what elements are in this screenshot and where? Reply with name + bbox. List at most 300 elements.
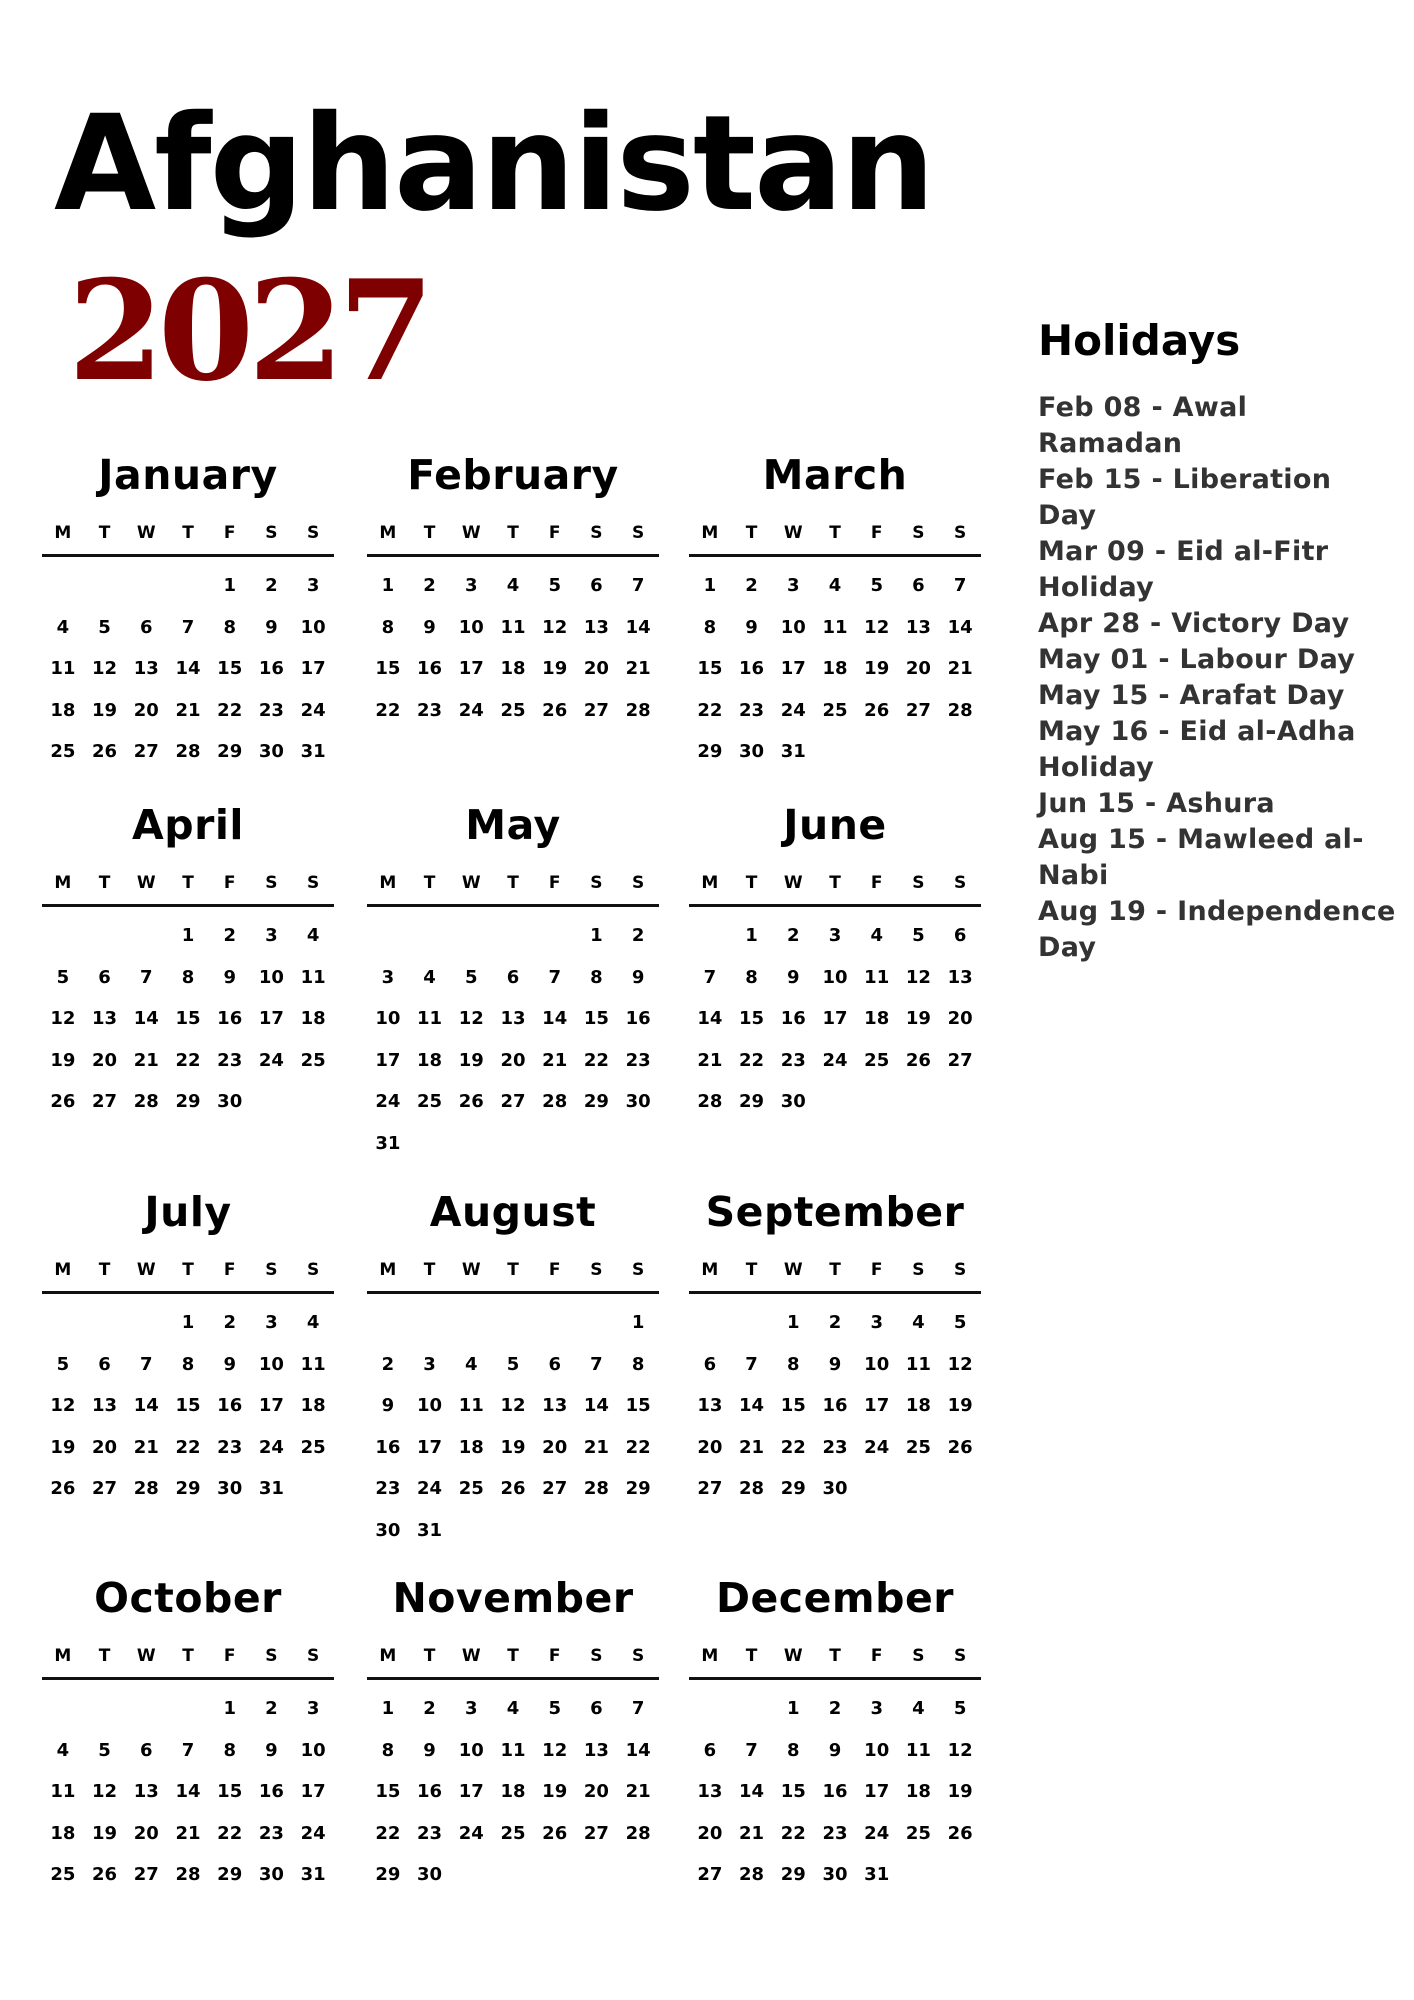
empty-cell [84, 1688, 126, 1730]
day-cell: 24 [864, 1436, 890, 1458]
day-cell: 19 [500, 1436, 526, 1458]
day-cell: 19 [947, 1395, 973, 1416]
day-cell: 18 [822, 658, 848, 679]
day-cell: 29 [625, 1478, 651, 1499]
month-name: January [98, 451, 278, 499]
day-cell: 11 [822, 616, 848, 638]
month-september [689, 1187, 981, 1510]
weekday-label: T [182, 1646, 194, 1666]
day-cell: 23 [375, 1478, 401, 1499]
day-cell: 27 [697, 1478, 723, 1499]
day-cell: 29 [217, 1864, 243, 1885]
weekday-label: M [701, 1260, 719, 1280]
day-cell: 10 [780, 616, 806, 638]
day-cell: 14 [625, 616, 651, 638]
day-cell: 27 [542, 1478, 568, 1499]
day-cell: 31 [864, 1864, 890, 1885]
day-cell: 12 [947, 1739, 973, 1761]
day-cell: 13 [583, 1739, 609, 1761]
weekday-label: F [870, 1260, 883, 1280]
day-cell: 14 [739, 1395, 765, 1416]
empty-cell [42, 1688, 84, 1730]
day-cell: 15 [375, 1781, 401, 1802]
weekday-label: F [870, 1646, 883, 1666]
day-cell: 6 [140, 1739, 153, 1761]
weekday-label: S [307, 523, 320, 543]
day-cell: 10 [300, 1739, 326, 1761]
holiday-item: Apr 28 - Victory Day [1038, 608, 1350, 640]
day-cell: 26 [947, 1436, 973, 1458]
empty-cell [689, 1688, 731, 1730]
day-cell: 18 [50, 699, 76, 721]
day-cell: 11 [905, 1353, 931, 1375]
day-cell: 25 [50, 741, 76, 762]
weekday-label: T [182, 873, 194, 893]
day-cell: 15 [375, 658, 401, 679]
day-grid [367, 915, 659, 1164]
day-cell: 7 [703, 966, 717, 988]
day-cell: 12 [92, 658, 118, 679]
weekday-label: S [912, 1646, 925, 1666]
empty-cell [450, 915, 492, 957]
day-cell: 11 [50, 658, 76, 679]
day-cell: 8 [181, 1353, 195, 1375]
month-august [367, 1187, 659, 1551]
day-cell: 2 [745, 575, 758, 596]
day-cell: 20 [92, 1049, 118, 1071]
day-cell: 9 [223, 966, 236, 988]
day-cell: 19 [947, 1781, 973, 1802]
empty-cell [731, 1302, 773, 1344]
weekday-label: W [783, 523, 803, 543]
day-cell: 4 [423, 966, 436, 988]
holiday-item: Aug 19 - Independence Day [1038, 896, 1396, 964]
day-cell: 20 [947, 1008, 973, 1029]
day-cell: 24 [375, 1091, 401, 1112]
day-cell: 8 [381, 1739, 395, 1761]
weekday-label: S [265, 1260, 278, 1280]
weekday-label: F [870, 523, 883, 543]
weekday-label: S [954, 523, 967, 543]
day-cell: 20 [583, 658, 609, 679]
empty-cell [125, 1302, 167, 1344]
weekday-label: W [461, 1260, 481, 1280]
month-name: December [715, 1574, 955, 1622]
day-cell: 18 [458, 1436, 484, 1458]
day-cell: 27 [92, 1091, 118, 1112]
empty-cell [731, 1688, 773, 1730]
day-cell: 27 [92, 1478, 118, 1499]
month-july [42, 1187, 334, 1510]
holiday-item: Feb 08 - Awal Ramadan [1038, 392, 1248, 460]
day-cell: 24 [258, 1049, 284, 1071]
day-grid [42, 915, 334, 1123]
day-cell: 7 [140, 1353, 153, 1375]
day-cell: 16 [417, 658, 443, 679]
day-cell: 28 [175, 1864, 201, 1885]
day-cell: 28 [133, 1091, 159, 1112]
empty-cell [689, 1302, 731, 1344]
day-cell: 13 [697, 1781, 723, 1802]
day-cell: 15 [739, 1008, 765, 1029]
day-cell: 26 [92, 1864, 118, 1885]
day-cell: 18 [905, 1781, 931, 1802]
day-cell: 6 [953, 925, 967, 946]
day-cell: 27 [133, 1864, 159, 1885]
day-cell: 24 [300, 1822, 326, 1844]
day-cell: 29 [175, 1478, 201, 1499]
day-cell: 9 [631, 966, 645, 988]
day-cell: 13 [905, 616, 931, 638]
day-cell: 21 [175, 699, 201, 721]
day-cell: 8 [590, 966, 603, 988]
weekday-header [42, 522, 334, 544]
day-cell: 10 [822, 966, 848, 988]
day-cell: 22 [175, 1436, 201, 1458]
weekday-header [367, 872, 659, 894]
day-cell: 30 [258, 741, 284, 762]
day-cell: 23 [739, 699, 765, 721]
day-cell: 27 [905, 699, 931, 721]
day-cell: 25 [458, 1478, 484, 1499]
day-cell: 17 [458, 1781, 484, 1802]
day-cell: 26 [864, 699, 890, 721]
day-cell: 3 [423, 1353, 436, 1375]
day-cell: 9 [787, 966, 800, 988]
day-cell: 19 [92, 699, 118, 721]
day-cell: 14 [625, 1739, 651, 1761]
day-cell: 22 [217, 699, 243, 721]
weekday-label: T [182, 523, 194, 543]
day-cell: 28 [739, 1864, 765, 1885]
day-cell: 17 [822, 1008, 848, 1029]
empty-cell [84, 915, 126, 957]
weekday-label: T [829, 1260, 841, 1280]
day-cell: 9 [223, 1353, 236, 1375]
divider [689, 1677, 981, 1680]
day-cell: 14 [175, 658, 201, 679]
empty-cell [167, 565, 209, 607]
weekday-label: S [632, 873, 645, 893]
day-cell: 20 [905, 658, 931, 679]
day-cell: 23 [625, 1049, 651, 1071]
weekday-label: F [223, 523, 236, 543]
day-cell: 18 [864, 1008, 890, 1029]
day-cell: 24 [822, 1049, 848, 1071]
day-cell: 29 [780, 1864, 806, 1885]
day-cell: 20 [500, 1049, 526, 1071]
empty-cell [492, 1302, 534, 1344]
day-cell: 14 [739, 1781, 765, 1802]
weekday-label: M [54, 1646, 72, 1666]
day-cell: 12 [92, 1781, 118, 1802]
day-cell: 13 [133, 1781, 159, 1802]
day-cell: 23 [417, 699, 443, 721]
day-cell: 10 [258, 966, 284, 988]
day-cell: 17 [864, 1395, 890, 1416]
weekday-label: F [548, 1260, 561, 1280]
day-cell: 6 [140, 616, 153, 638]
day-cell: 27 [583, 699, 609, 721]
month-january [42, 450, 334, 773]
day-cell: 31 [780, 741, 806, 762]
holiday-item: May 01 - Labour Day [1038, 644, 1356, 676]
divider [689, 904, 981, 907]
day-cell: 25 [822, 699, 848, 721]
day-cell: 24 [258, 1436, 284, 1458]
day-cell: 30 [417, 1864, 443, 1885]
day-cell: 18 [300, 1008, 326, 1029]
weekday-label: F [548, 873, 561, 893]
month-october [42, 1573, 334, 1896]
day-cell: 24 [458, 1822, 484, 1844]
day-cell: 10 [417, 1395, 443, 1416]
day-cell: 2 [787, 925, 800, 946]
year-label: 2027 [68, 249, 429, 412]
empty-cell [367, 915, 409, 957]
day-cell: 7 [745, 1739, 758, 1761]
empty-cell [42, 915, 84, 957]
day-cell: 21 [542, 1049, 568, 1071]
day-cell: 16 [258, 658, 284, 679]
day-cell: 21 [947, 658, 973, 679]
empty-cell [492, 915, 534, 957]
weekday-label: T [507, 1260, 519, 1280]
month-name: March [762, 451, 908, 499]
day-cell: 4 [506, 1698, 520, 1719]
day-cell: 16 [375, 1436, 401, 1458]
day-cell: 5 [870, 575, 883, 596]
day-cell: 15 [217, 658, 243, 679]
day-cell: 30 [739, 741, 765, 762]
day-cell: 4 [465, 1353, 478, 1375]
empty-cell [576, 1302, 618, 1344]
day-cell: 16 [625, 1008, 651, 1029]
day-cell: 10 [258, 1353, 284, 1375]
day-grid [689, 1688, 981, 1896]
day-cell: 22 [175, 1049, 201, 1071]
day-cell: 21 [175, 1822, 201, 1844]
day-cell: 15 [175, 1008, 201, 1029]
day-cell: 23 [417, 1822, 443, 1844]
holiday-item: Jun 15 - Ashura [1038, 788, 1275, 820]
day-cell: 17 [417, 1436, 443, 1458]
month-name: April [132, 801, 244, 849]
day-cell: 20 [697, 1822, 723, 1844]
weekday-label: S [954, 1260, 967, 1280]
day-cell: 16 [739, 658, 765, 679]
day-cell: 8 [631, 1353, 645, 1375]
day-cell: 10 [375, 1008, 401, 1029]
day-cell: 6 [548, 1353, 561, 1375]
day-cell: 21 [739, 1822, 765, 1844]
month-june [689, 800, 981, 1123]
empty-cell [42, 565, 84, 607]
day-cell: 15 [625, 1395, 651, 1416]
day-cell: 13 [583, 616, 609, 638]
day-cell: 11 [50, 1781, 76, 1802]
day-cell: 11 [300, 1353, 326, 1375]
day-cell: 10 [864, 1739, 890, 1761]
divider [689, 1291, 981, 1294]
day-cell: 4 [506, 575, 520, 596]
day-cell: 15 [780, 1781, 806, 1802]
day-cell: 4 [56, 1739, 70, 1761]
weekday-header [42, 872, 334, 894]
empty-cell [534, 1302, 576, 1344]
day-cell: 26 [947, 1822, 973, 1844]
day-cell: 19 [458, 1049, 484, 1071]
day-cell: 29 [217, 741, 243, 762]
day-cell: 2 [223, 1312, 236, 1333]
day-cell: 1 [223, 1698, 236, 1719]
weekday-label: W [136, 1646, 156, 1666]
day-cell: 24 [780, 699, 806, 721]
day-cell: 26 [50, 1478, 76, 1499]
day-cell: 18 [417, 1049, 443, 1071]
day-grid [689, 1302, 981, 1510]
weekday-header [367, 1645, 659, 1667]
day-cell: 30 [822, 1864, 848, 1885]
day-cell: 5 [953, 1312, 967, 1333]
holidays-panel [1038, 318, 1398, 966]
day-cell: 30 [822, 1478, 848, 1499]
weekday-label: W [136, 873, 156, 893]
day-cell: 9 [745, 616, 758, 638]
month-name: July [144, 1188, 232, 1236]
day-cell: 23 [217, 1049, 243, 1071]
month-name: June [783, 801, 887, 849]
day-cell: 3 [870, 1698, 883, 1719]
day-cell: 11 [864, 966, 890, 988]
empty-cell [125, 1688, 167, 1730]
day-cell: 8 [745, 966, 758, 988]
day-cell: 14 [697, 1008, 723, 1029]
day-cell: 25 [864, 1049, 890, 1071]
weekday-label: S [912, 1260, 925, 1280]
day-cell: 24 [864, 1822, 890, 1844]
day-cell: 1 [181, 925, 195, 946]
day-cell: 9 [265, 1739, 278, 1761]
day-cell: 2 [631, 925, 645, 946]
weekday-label: T [745, 523, 758, 543]
day-cell: 15 [697, 658, 723, 679]
day-cell: 4 [912, 1698, 925, 1719]
day-cell: 10 [300, 616, 326, 638]
day-cell: 4 [306, 1312, 320, 1333]
day-cell: 17 [458, 658, 484, 679]
month-name: October [94, 1574, 282, 1622]
day-cell: 16 [780, 1008, 806, 1029]
day-grid [42, 1688, 334, 1896]
divider [42, 1291, 334, 1294]
day-cell: 7 [953, 575, 967, 596]
day-cell: 6 [98, 966, 111, 988]
day-grid [689, 565, 981, 773]
day-cell: 8 [181, 966, 195, 988]
day-cell: 6 [590, 575, 603, 596]
day-cell: 25 [300, 1436, 326, 1458]
weekday-header [689, 872, 981, 894]
day-cell: 1 [703, 575, 717, 596]
day-cell: 4 [56, 616, 70, 638]
day-cell: 9 [828, 1739, 842, 1761]
day-cell: 14 [947, 616, 973, 638]
day-cell: 10 [864, 1353, 890, 1375]
day-cell: 29 [175, 1091, 201, 1112]
weekday-header [689, 1259, 981, 1281]
weekday-label: W [461, 1646, 481, 1666]
weekday-label: S [912, 873, 925, 893]
day-cell: 19 [542, 658, 568, 679]
day-cell: 22 [780, 1822, 806, 1844]
empty-cell [167, 1688, 209, 1730]
day-cell: 13 [133, 658, 159, 679]
weekday-label: T [507, 523, 519, 543]
weekday-label: S [632, 523, 645, 543]
day-cell: 8 [787, 1353, 800, 1375]
day-cell: 22 [697, 699, 723, 721]
day-cell: 31 [258, 1478, 284, 1499]
day-cell: 29 [583, 1091, 609, 1112]
empty-cell [367, 1302, 409, 1344]
weekday-label: T [423, 1646, 436, 1666]
day-cell: 3 [381, 966, 395, 988]
day-cell: 7 [548, 966, 561, 988]
day-cell: 6 [98, 1353, 111, 1375]
page-title: Afghanistan [54, 87, 934, 241]
day-cell: 5 [56, 966, 70, 988]
day-cell: 2 [828, 1312, 842, 1333]
weekday-label: W [783, 1646, 803, 1666]
day-cell: 3 [828, 925, 842, 946]
weekday-label: S [307, 1260, 320, 1280]
day-cell: 5 [953, 1698, 967, 1719]
empty-cell [409, 915, 451, 957]
day-cell: 14 [175, 1781, 201, 1802]
empty-cell [84, 1302, 126, 1344]
day-cell: 17 [258, 1008, 284, 1029]
weekday-label: S [590, 873, 603, 893]
day-cell: 6 [703, 1739, 717, 1761]
weekday-label: M [379, 873, 397, 893]
day-cell: 30 [217, 1478, 243, 1499]
month-may [367, 800, 659, 1164]
month-name: May [465, 801, 561, 849]
divider [367, 554, 659, 557]
day-cell: 18 [500, 658, 526, 679]
day-cell: 20 [133, 699, 159, 721]
weekday-label: M [701, 1646, 719, 1666]
day-cell: 25 [500, 1822, 526, 1844]
day-cell: 26 [50, 1091, 76, 1112]
day-cell: 11 [500, 616, 526, 638]
weekday-label: S [265, 873, 278, 893]
weekday-label: W [461, 523, 481, 543]
day-cell: 6 [912, 575, 925, 596]
day-cell: 1 [181, 1312, 195, 1333]
weekday-label: T [423, 523, 436, 543]
day-cell: 12 [947, 1353, 973, 1375]
weekday-label: T [98, 523, 111, 543]
divider [689, 554, 981, 557]
weekday-label: M [54, 1260, 72, 1280]
empty-cell [84, 565, 126, 607]
day-cell: 9 [423, 1739, 436, 1761]
day-cell: 13 [947, 966, 973, 988]
divider [42, 554, 334, 557]
day-cell: 5 [465, 966, 478, 988]
